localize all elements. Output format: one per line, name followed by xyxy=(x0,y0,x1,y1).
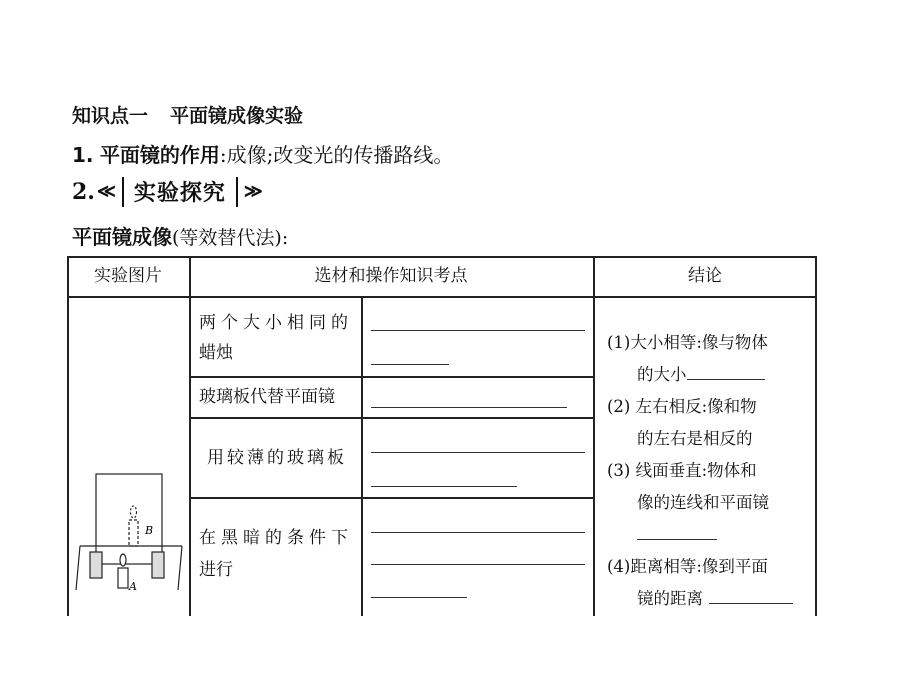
material-row-3: 用较薄的玻璃板 xyxy=(207,448,347,468)
conclusion-3-blank xyxy=(637,519,717,551)
subtitle-main: 平面镜成像 xyxy=(72,225,172,249)
conclusion-4-line-2: 镜的距离 xyxy=(637,583,793,615)
row-divider xyxy=(189,417,593,419)
point-1-number: 1. xyxy=(72,143,94,167)
point-2-number: 2. xyxy=(72,178,95,205)
answer-blank[interactable] xyxy=(371,564,585,565)
answer-blank[interactable] xyxy=(687,365,765,380)
section-heading xyxy=(72,101,303,128)
table-border-left xyxy=(67,256,69,616)
answer-blank[interactable] xyxy=(371,407,567,408)
col-divider xyxy=(189,256,191,616)
point-1-text: :成像;改变光的传播路线。 xyxy=(219,143,454,167)
answer-blank[interactable] xyxy=(371,597,467,598)
conclusion-2-line-2: 的左右是相反的 xyxy=(637,429,753,448)
conclusion-2-line-1: (2) 左右相反:像和物 xyxy=(607,397,757,416)
point-1-label: 平面镜的作用 xyxy=(99,143,220,167)
header-conclusion: 结论 xyxy=(688,266,722,286)
subtitle-paren: (等效替代法): xyxy=(172,227,289,249)
conclusion-1-line-1: (1)大小相等:像与物体 xyxy=(607,333,768,352)
material-row-1-line-1: 两个大小相同的 xyxy=(199,313,353,333)
answer-blank[interactable] xyxy=(371,330,585,331)
row-divider xyxy=(189,376,593,378)
table-border-right xyxy=(815,256,817,616)
label-b: B xyxy=(145,524,154,537)
answer-blank[interactable] xyxy=(709,589,793,604)
header-figure: 实验图片 xyxy=(94,266,162,286)
label-a: A xyxy=(129,580,137,593)
point-2 xyxy=(72,176,265,207)
right-double-arrow-icon: ≫ xyxy=(243,181,263,202)
answer-blank[interactable] xyxy=(371,452,585,453)
answer-blank[interactable] xyxy=(371,532,585,533)
plate-support xyxy=(90,552,102,578)
material-row-4-line-2: 进行 xyxy=(199,560,233,580)
conclusion-1-line-2: 的大小 xyxy=(637,359,765,391)
conclusion-3-line-2: 像的连线和平面镜 xyxy=(637,493,769,512)
glass-plate xyxy=(96,474,162,564)
real-candle xyxy=(118,568,128,588)
point-1 xyxy=(72,139,453,168)
header-materials: 选材和操作知识考点 xyxy=(314,266,468,286)
col-divider xyxy=(361,296,363,616)
material-row-4-line-1: 在黑暗的条件下 xyxy=(199,528,353,548)
left-double-arrow-icon: ≪ xyxy=(96,181,116,202)
conclusion-4-line-1: (4)距离相等:像到平面 xyxy=(607,557,768,576)
section-title: 平面镜成像实验 xyxy=(170,105,304,127)
mirror-experiment-figure xyxy=(74,466,186,598)
material-row-1-line-2: 蜡烛 xyxy=(199,343,233,363)
material-row-2: 玻璃板代替平面镜 xyxy=(199,387,335,407)
answer-blank[interactable] xyxy=(637,525,717,540)
conclusion-3-line-1: (3) 线面垂直:物体和 xyxy=(607,461,757,480)
row-divider xyxy=(189,497,593,499)
image-candle xyxy=(129,520,138,546)
divider xyxy=(236,177,238,207)
knowledge-point-label: 知识点一 xyxy=(72,105,149,127)
col-divider xyxy=(593,256,595,616)
header-divider xyxy=(67,296,817,298)
subtitle xyxy=(72,221,288,250)
answer-blank[interactable] xyxy=(371,486,517,487)
plate-support xyxy=(152,552,164,578)
divider xyxy=(122,177,124,207)
experiment-tag: 实验探究 xyxy=(133,181,226,206)
answer-blank[interactable] xyxy=(371,364,449,365)
